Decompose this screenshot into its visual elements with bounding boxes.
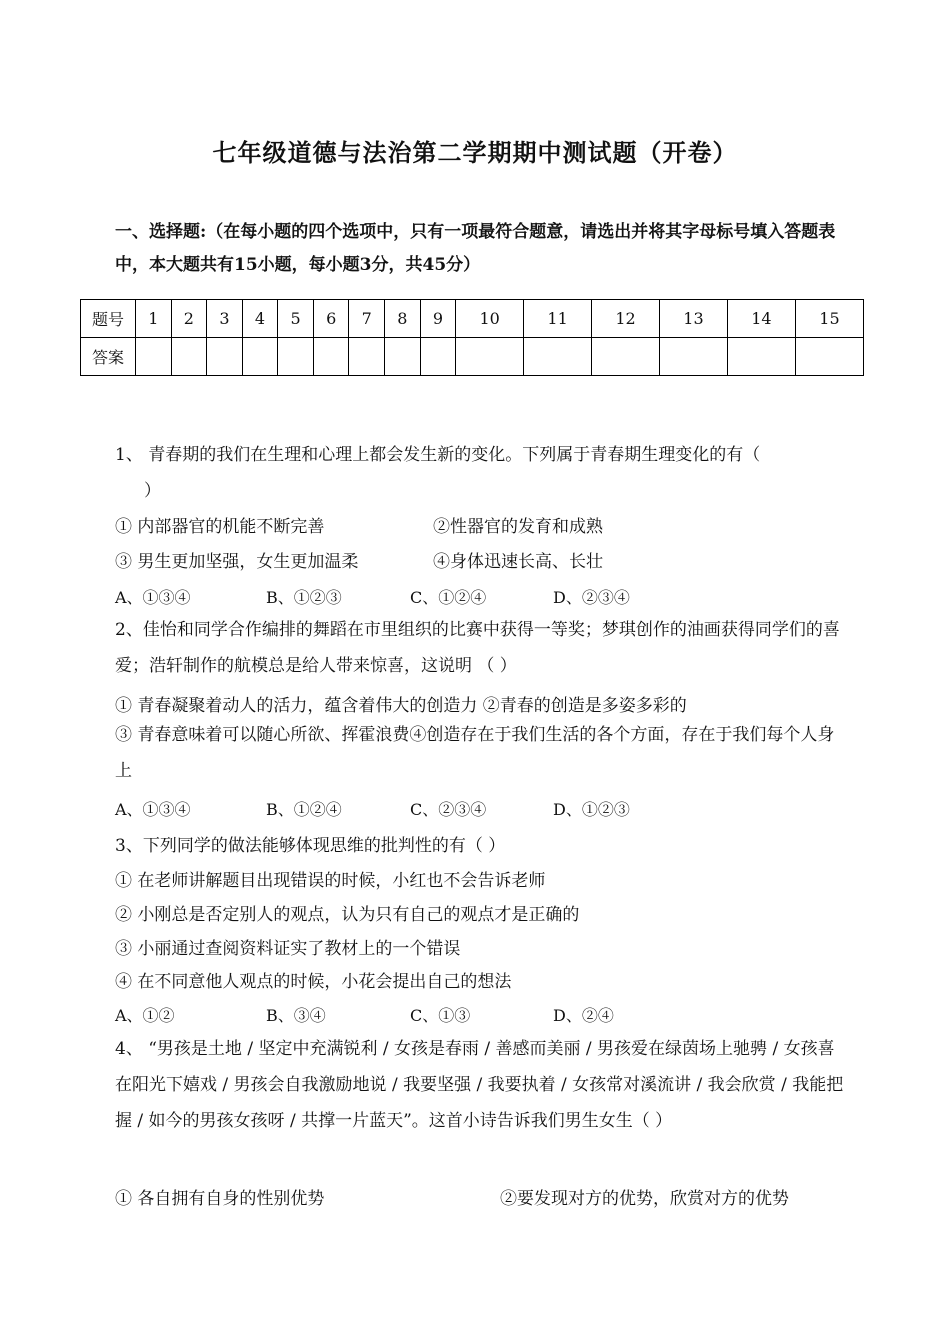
q1-stem: 1、 青春期的我们在生理和心理上都会发生新的变化。下列属于青春期生理变化的有（ bbox=[115, 445, 761, 465]
answer-cell[interactable] bbox=[727, 338, 795, 376]
answer-cell[interactable] bbox=[242, 338, 278, 376]
question-number-cell: 12 bbox=[592, 300, 660, 338]
answer-cell[interactable] bbox=[795, 338, 863, 376]
answer-cell[interactable] bbox=[136, 338, 172, 376]
q2-statements-1-2: ① 青春凝聚着动人的活力，蕴含着伟大的创造力 ②青春的创造是多姿多彩的 bbox=[115, 696, 687, 716]
q2-stem: 2、佳怡和同学合作编排的舞蹈在市里组织的比赛中获得一等奖；梦琪创作的油画获得同学们的喜爱；浩轩制作的航模总是给人带来惊喜，这说明 （ ） bbox=[115, 620, 840, 676]
q1-statement-2: ②性器官的发育和成熟 bbox=[433, 517, 603, 537]
page-title: 七年级道德与法治第二学期期中测试题（开卷） bbox=[212, 139, 738, 167]
answer-cell[interactable] bbox=[278, 338, 314, 376]
q2-option-a[interactable]: A、①③④ bbox=[115, 800, 191, 819]
q2-option-c[interactable]: C、②③④ bbox=[410, 800, 487, 819]
question-number-row bbox=[81, 300, 864, 338]
q3-statement-4: ④ 在不同意他人观点的时候，小花会提出自己的想法 bbox=[115, 972, 512, 992]
answer-table bbox=[80, 299, 864, 376]
q1-stem-end: ） bbox=[144, 481, 161, 501]
row-label: 题号 bbox=[81, 300, 136, 338]
q3-statement-3: ③ 小丽通过查阅资料证实了教材上的一个错误 bbox=[115, 939, 461, 959]
question-number-cell: 10 bbox=[456, 300, 524, 338]
q3-option-b[interactable]: B、③④ bbox=[266, 1006, 326, 1025]
q3-stem: 3、下列同学的做法能够体现思维的批判性的有（ ） bbox=[115, 836, 506, 856]
answer-cell[interactable] bbox=[207, 338, 243, 376]
question-number-cell: 1 bbox=[136, 300, 172, 338]
q4-stem: 4、 “男孩是土地 / 坚定中充满锐利 / 女孩是春雨 / 善感而美丽 / 男孩爱在绿茵场上驰骋 / 女孩喜在阳光下嬉戏 / 男孩会自我激励地说 / 我要坚强 / 我要执着 / 女孩常对溪流讲 / 我会欣赏 / 我能把握 / 如今的男孩女孩呀 / 共撑一片蓝天”。这首小诗告诉我们男生女生（ ） bbox=[115, 1039, 844, 1131]
q1-statement-1: ① 内部器官的机能不断完善 bbox=[115, 517, 325, 537]
q2-option-d[interactable]: D、①②③ bbox=[553, 800, 630, 819]
q1-option-c[interactable]: C、①②④ bbox=[410, 588, 487, 607]
question-number-cell: 9 bbox=[420, 300, 456, 338]
q1-statement-3: ③ 男生更加坚强，女生更加温柔 bbox=[115, 552, 359, 572]
question-number-cell: 4 bbox=[242, 300, 278, 338]
answer-row bbox=[81, 338, 864, 376]
q2-option-b[interactable]: B、①②④ bbox=[266, 800, 342, 819]
question-number-cell: 13 bbox=[660, 300, 728, 338]
q4-statement-2: ②要发现对方的优势，欣赏对方的优势 bbox=[500, 1189, 789, 1209]
q3-statement-2: ② 小刚总是否定别人的观点，认为只有自己的观点才是正确的 bbox=[115, 905, 580, 925]
answer-cell[interactable] bbox=[456, 338, 524, 376]
q1-option-b[interactable]: B、①②③ bbox=[266, 588, 342, 607]
q4-statement-1: ① 各自拥有自身的性别优势 bbox=[115, 1189, 325, 1209]
question-number-cell: 14 bbox=[727, 300, 795, 338]
question-number-cell: 2 bbox=[171, 300, 207, 338]
question-number-cell: 11 bbox=[524, 300, 592, 338]
section-heading: 一、选择题:（在每小题的四个选项中，只有一项最符合题意，请选出并将其字母标号填入答题表中，本大题共有15小题，每小题3分，共45分） bbox=[115, 222, 836, 275]
answer-cell[interactable] bbox=[524, 338, 592, 376]
answer-cell[interactable] bbox=[313, 338, 349, 376]
question-number-cell: 15 bbox=[795, 300, 863, 338]
answer-cell[interactable] bbox=[385, 338, 421, 376]
question-number-cell: 5 bbox=[278, 300, 314, 338]
question-number-cell: 8 bbox=[385, 300, 421, 338]
q1-option-d[interactable]: D、②③④ bbox=[553, 588, 630, 607]
answer-cell[interactable] bbox=[349, 338, 385, 376]
answer-cell[interactable] bbox=[420, 338, 456, 376]
answer-cell[interactable] bbox=[171, 338, 207, 376]
row-label: 答案 bbox=[81, 338, 136, 376]
question-number-cell: 3 bbox=[207, 300, 243, 338]
q2-statements-3-4: ③ 青春意味着可以随心所欲、挥霍浪费④创造存在于我们生活的各个方面，存在于我们每个人身上 bbox=[115, 725, 835, 781]
q1-statement-4: ④身体迅速长高、长壮 bbox=[433, 552, 603, 572]
question-number-cell: 6 bbox=[313, 300, 349, 338]
q1-option-a[interactable]: A、①③④ bbox=[115, 588, 191, 607]
q3-option-d[interactable]: D、②④ bbox=[553, 1006, 614, 1025]
answer-cell[interactable] bbox=[660, 338, 728, 376]
answer-cell[interactable] bbox=[592, 338, 660, 376]
question-number-cell: 7 bbox=[349, 300, 385, 338]
q3-option-a[interactable]: A、①② bbox=[115, 1006, 175, 1025]
q3-option-c[interactable]: C、①③ bbox=[410, 1006, 471, 1025]
q3-statement-1: ① 在老师讲解题目出现错误的时候，小红也不会告诉老师 bbox=[115, 871, 546, 891]
